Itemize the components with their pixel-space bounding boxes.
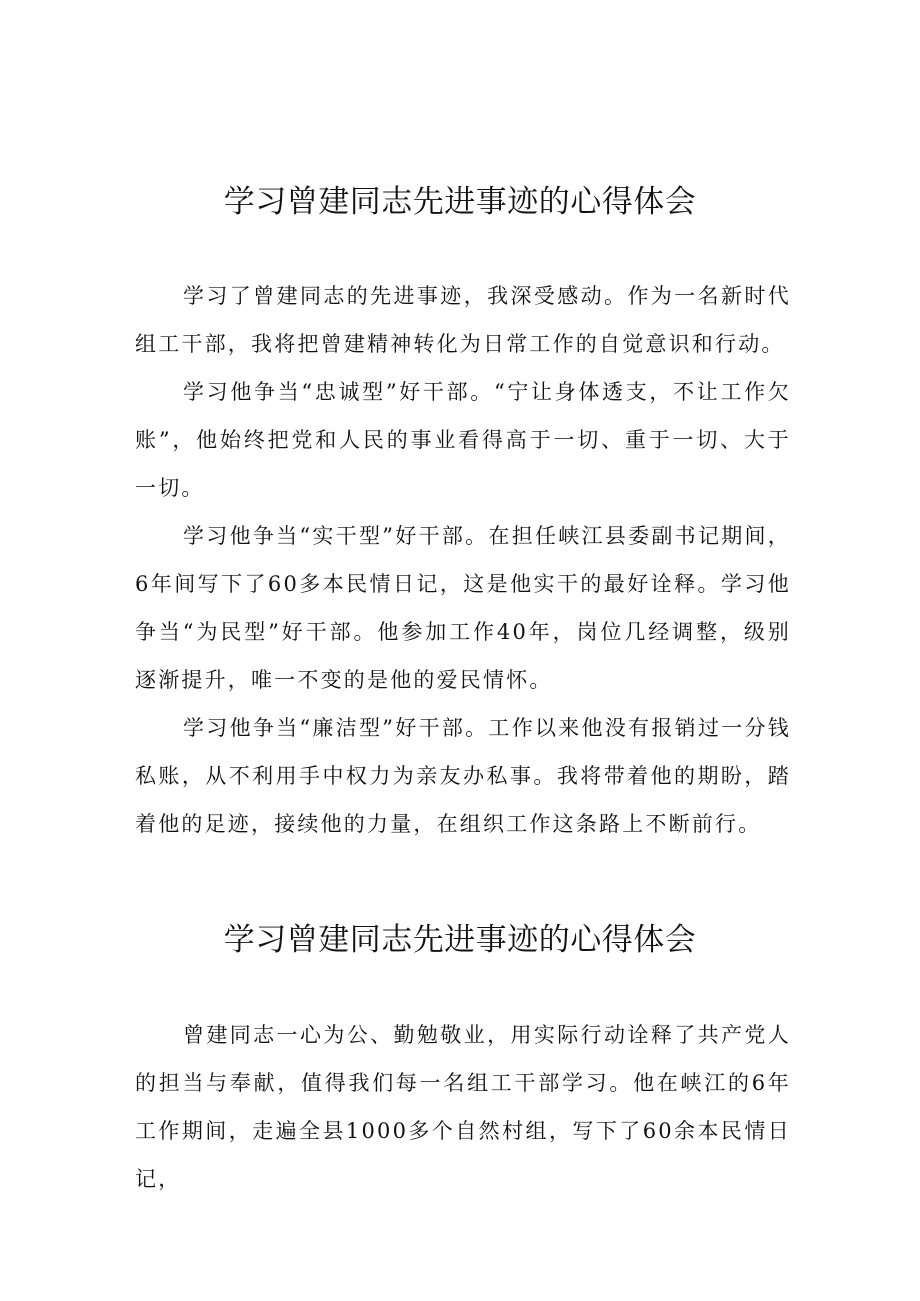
section-1-paragraph-3: 学习他争当“实干型”好干部。在担任峡江县委副书记期间，6年间写下了60多本民情日记，这是他实干的最好诠释。学习他争当“为民型”好干部。他参加工作40年，岗位几经调整，级别逐渐提升，唯一不变的是他的爱民情怀。 xyxy=(135,524,791,692)
section-1-title: 学习曾建同志先进事迹的心得体会 xyxy=(223,184,697,220)
section-1-paragraph-4: 学习他争当“廉洁型”好干部。工作以来他没有报销过一分钱私账，从不利用手中权力为亲友办私事。我将带着他的期盼，踏着他的足迹，接续他的力量，在组织工作这条路上不断前行。 xyxy=(135,716,791,836)
section-2-paragraph-1: 曾建同志一心为公、勤勉敬业，用实际行动诠释了共产党人的担当与奉献，值得我们每一名组工干部学习。他在峡江的6年工作期间，走遍全县1000多个自然村组，写下了60余本民情日记， xyxy=(135,1023,791,1191)
section-1-paragraph-1: 学习了曾建同志的先进事迹，我深受感动。作为一名新时代组工干部，我将把曾建精神转化为日常工作的自觉意识和行动。 xyxy=(135,284,791,356)
section-1-paragraph-2: 学习他争当“忠诚型”好干部。“宁让身体透支，不让工作欠账”，他始终把党和人民的事业看得高于一切、重于一切、大于一切。 xyxy=(135,380,791,500)
section-2-title: 学习曾建同志先进事迹的心得体会 xyxy=(223,922,697,958)
section-2-body xyxy=(135,1011,791,1203)
section-1-body xyxy=(135,272,791,848)
